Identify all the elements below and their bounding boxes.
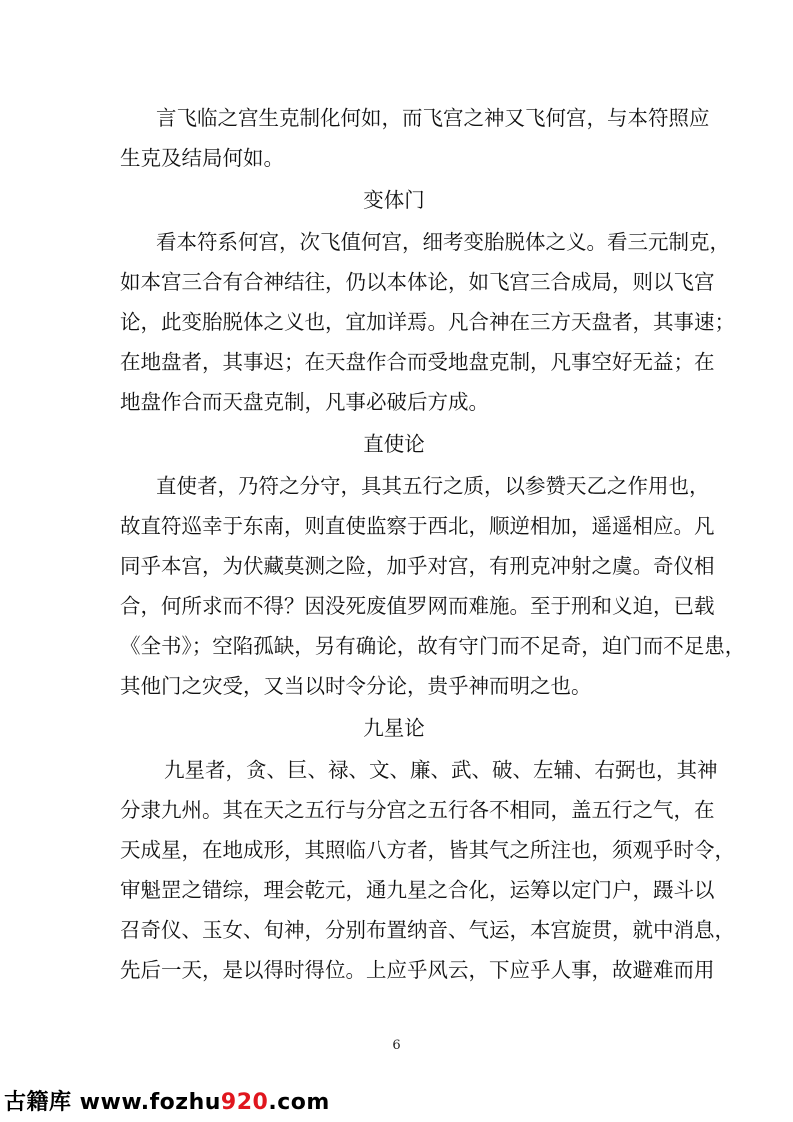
text-line: 直使者，乃符之分守，具其五行之质，以参赞天乙之作用也，	[156, 474, 710, 498]
watermark-number: 920	[220, 1090, 269, 1115]
text-line: 言飞临之宫生克制化何如，而飞宫之神又飞何宫，与本符照应	[156, 106, 710, 130]
text-line: 其他门之灾受，又当以时令分论，贵乎神而明之也。	[120, 674, 592, 698]
text-line: 召奇仪、玉女、旬神，分别布置纳音、气运，本宫旋贯，就中消息，	[120, 918, 735, 942]
page-number: 6	[392, 1038, 401, 1053]
watermark-cn: 古籍库	[4, 1090, 72, 1115]
text-line: 在地盘者，其事迟；在天盘作合而受地盘克制，凡事空好无益；在	[120, 350, 715, 374]
document-body	[120, 98, 746, 990]
section-heading: 九星论	[363, 716, 425, 740]
text-line: 《全书》；空陷孤缺，另有确论，故有守门而不足奇，迫门而不足患，	[120, 634, 746, 658]
text-line: 天成星，在地成形，其照临八方者，皆其气之所注也，须观乎时令，	[120, 838, 735, 862]
text-line: 分隶九州。其在天之五行与分宫之五行各不相同，盖五行之气，在	[120, 798, 715, 822]
text-line: 看本符系何宫，次飞值何宫，细考变胎脱体之义。看三元制克，	[156, 230, 730, 254]
text-line: 如本宫三合有合神结往，仍以本体论，如飞宫三合成局，则以飞宫	[120, 270, 715, 294]
text-line: 同乎本宫，为伏藏莫测之险，加乎对宫，有刑克冲射之虞。奇仪相	[120, 554, 715, 578]
watermark-prefix: www.fozhu	[71, 1090, 221, 1115]
section-heading: 直使论	[363, 432, 425, 456]
text-line: 地盘作合而天盘克制，凡事必破后方成。	[120, 390, 489, 414]
text-line: 论，此变胎脱体之义也，宜加详焉。凡合神在三方天盘者，其事速；	[120, 310, 735, 334]
text-line: 九星者，贪、巨、禄、文、廉、武、破、左辅、右弼也，其神	[164, 758, 718, 782]
site-watermark	[4, 1085, 330, 1116]
text-line: 生克及结局何如。	[120, 146, 284, 170]
section-heading: 变体门	[363, 188, 425, 212]
watermark-suffix: .com	[268, 1090, 330, 1115]
text-line: 故直符巡幸于东南，则直使监察于西北，顺逆相加，遥遥相应。凡	[120, 514, 715, 538]
text-line: 先后一天，是以得时得位。上应乎风云，下应乎人事，故避难而用	[120, 958, 715, 982]
text-line: 合，何所求而不得？因没死废值罗网而难施。至于刑和义迫，已载	[120, 594, 715, 618]
text-line: 审魁罡之错综，理会乾元，通九星之合化，运筹以定门户，蹑斗以	[120, 878, 715, 902]
